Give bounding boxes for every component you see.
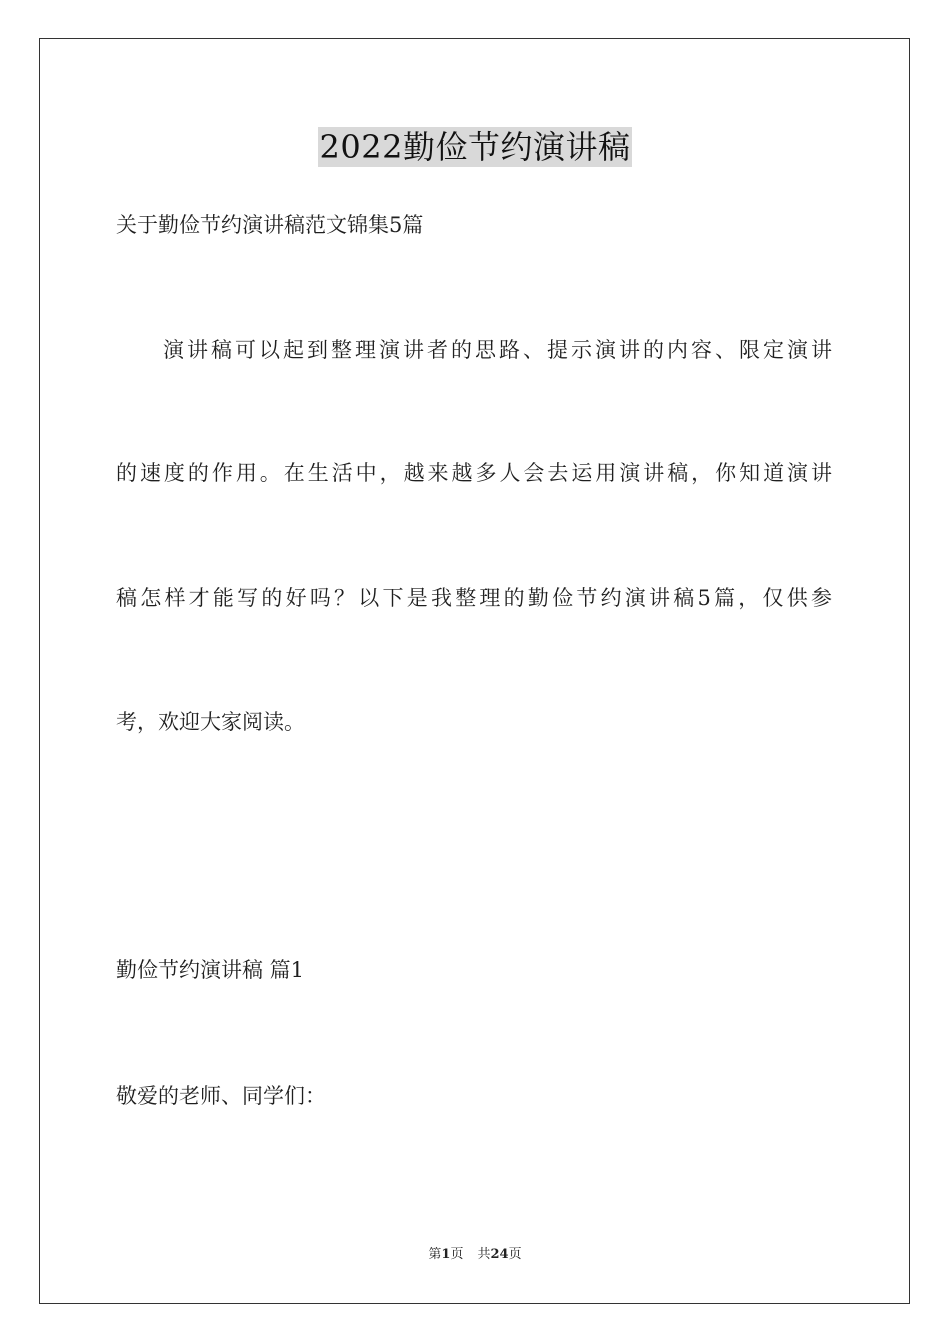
page-label-prefix: 第 <box>428 1247 442 1262</box>
salutation: 敬爱的老师、同学们： <box>116 1084 326 1108</box>
document-title: 2022勤俭节约演讲稿 <box>319 128 631 166</box>
intro-line-1: 演讲稿可以起到整理演讲者的思路、提示演讲的内容、限定演讲 <box>163 338 832 362</box>
document-subtitle: 关于勤俭节约演讲稿范文锦集5篇 <box>116 213 424 237</box>
section-heading: 勤俭节约演讲稿 篇1 <box>116 958 305 982</box>
total-pages: 24 <box>490 1247 509 1262</box>
title-container <box>0 127 950 167</box>
page-footer <box>0 1246 950 1264</box>
page-number: 1 <box>441 1247 451 1262</box>
intro-line-2: 的速度的作用。在生活中，越来越多人会去运用演讲稿，你知道演讲 <box>116 461 832 485</box>
total-label-suffix: 页 <box>508 1247 522 1262</box>
intro-line-4: 考，欢迎大家阅读。 <box>116 710 305 734</box>
page-label-suffix: 页 <box>450 1247 464 1262</box>
total-label-prefix: 共 <box>477 1247 491 1262</box>
intro-line-3: 稿怎样才能写的好吗？以下是我整理的勤俭节约演讲稿5篇，仅供参 <box>116 586 832 610</box>
